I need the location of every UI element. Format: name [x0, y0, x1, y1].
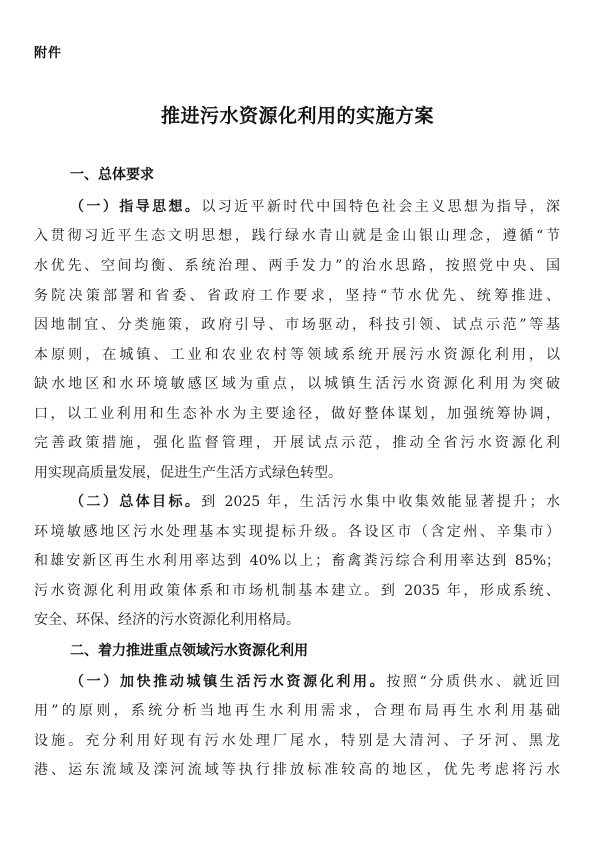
- guideline-label: （一）指导思想。: [70, 199, 202, 215]
- paragraph-line: 用”的原则，系统分析当地再生水利用需求，合理布局再生水利用基础: [34, 703, 560, 719]
- urban-label: （一）加快推动城镇生活污水资源化利用。: [70, 674, 387, 690]
- paragraph-line: 环境敏感地区污水处理基本实现提标升级。各设区市（含定州、辛集市）: [34, 524, 560, 540]
- paragraph-line: 务院决策部署和省委、省政府工作要求，坚持“节水优先、统筹推进、: [34, 288, 560, 304]
- paragraph-line: [70, 196, 560, 216]
- paragraph-text: 按照“分质供水、就近回: [386, 674, 560, 690]
- paragraph-line: 设施。充分利用好现有污水处理厂尾水，特别是大清河、子牙河、黑龙: [34, 733, 560, 749]
- paragraph-line: 入贯彻习近平生态文明思想，践行绿水青山就是金山银山理念，遵循“节: [34, 228, 560, 244]
- paragraph-line: 污水资源化利用政策体系和市场机制基本建立。到 2035 年，形成系统、: [34, 583, 560, 599]
- section-heading-general: 一、总体要求: [70, 167, 154, 183]
- section-heading-key-areas: 二、着力推进重点领域污水资源化利用: [70, 643, 308, 659]
- paragraph-line: 缺水地区和水环境敏感区域为重点，以城镇生活污水资源化利用为突破: [34, 376, 560, 392]
- attachment-label: 附件: [34, 46, 63, 61]
- paragraph-line: 完善政策措施，强化监督管理，开展试点示范，推动全省污水资源化利: [34, 435, 560, 451]
- paragraph-line: 港、运东流域及滦河流域等执行排放标准较高的地区，优先考虑将污水: [34, 762, 560, 778]
- paragraph-line: 因地制宜、分类施策，政府引导、市场驱动，科技引领、试点示范”等基: [34, 317, 560, 333]
- goal-label: （二）总体目标。: [70, 494, 202, 510]
- paragraph-line: 水优先、空间均衡、系统治理、两手发力”的治水思路，按照党中央、国: [34, 258, 560, 274]
- paragraph-line: 和雄安新区再生水利用率达到 40%以上；畜禽粪污综合利用率达到 85%；: [34, 553, 560, 569]
- paragraph-text: 到 2025 年，生活污水集中收集效能显著提升；水: [201, 494, 561, 510]
- paragraph-text: 以习近平新时代中国特色社会主义思想为指导，深: [201, 199, 561, 215]
- paragraph-line: 口，以工业利用和生态补水为主要途径，做好整体谋划，加强统筹协调，: [34, 406, 560, 422]
- document-title: 推进污水资源化利用的实施方案: [160, 105, 434, 127]
- paragraph-line: 本原则，在城镇、工业和农业农村等领域系统开展污水资源化利用，以: [34, 347, 560, 363]
- paragraph-line: 用实现高质量发展，促进生产生活方式绿色转型。: [34, 465, 342, 481]
- paragraph-line: [70, 491, 560, 511]
- paragraph-line: [70, 671, 560, 691]
- paragraph-line: 安全、环保、经济的污水资源化利用格局。: [34, 612, 300, 628]
